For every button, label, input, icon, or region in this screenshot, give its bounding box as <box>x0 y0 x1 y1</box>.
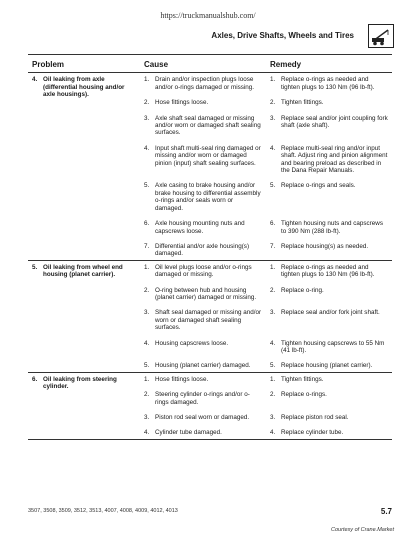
remedy-text: Replace piston rod seal. <box>281 414 349 421</box>
problem-text: Oil leaking from steering cylinder. <box>43 375 117 391</box>
header-rule <box>28 54 392 55</box>
cause-cell <box>140 385 266 408</box>
cause-number: 4. <box>144 339 150 347</box>
remedy-number: 3. <box>270 309 276 317</box>
cause-text: Axle casing to brake housing and/or brake housing to differential assembly o-rings and/or seals worn or damaged. <box>155 182 261 212</box>
remedy-number: 1. <box>270 375 276 383</box>
cause-cell <box>140 356 266 372</box>
cause-number: 4. <box>144 429 150 437</box>
cause-text: Piston rod seal worn or damaged. <box>155 414 250 421</box>
cause-number: 2. <box>144 286 150 294</box>
cause-cell <box>140 372 266 385</box>
cause-cell <box>140 281 266 304</box>
cause-number: 2. <box>144 391 150 399</box>
cause-number: 4. <box>144 144 150 152</box>
remedy-text: Replace seal and/or fork joint shaft. <box>281 309 380 317</box>
remedy-number: 3. <box>270 414 276 421</box>
problem-cell <box>28 372 140 439</box>
remedy-number: 7. <box>270 242 276 250</box>
problem-number: 5. <box>32 263 38 271</box>
cause-number: 6. <box>144 220 150 228</box>
cause-number: 3. <box>144 309 150 317</box>
remedy-text: Tighten housing nuts and capscrews to 390 Nm (288 lb-ft). <box>281 220 383 235</box>
remedy-cell <box>266 423 392 439</box>
cause-text: Oil level plugs loose and/or o-rings damaged or missing. <box>155 263 252 279</box>
table-header-row <box>28 58 392 73</box>
remedy-number: 1. <box>270 76 276 84</box>
remedy-text: Tighten fittings. <box>281 99 324 107</box>
problem-column-header: Problem <box>28 58 140 73</box>
remedy-cell <box>266 109 392 139</box>
remedy-number: 2. <box>270 391 276 399</box>
cause-cell <box>140 408 266 423</box>
cause-text: Shaft seal damaged or missing and/or worn or damaged shaft sealing surfaces. <box>155 309 262 332</box>
remedy-text: Replace o-rings as needed and tighten plugs to 130 Nm (96 lb-ft). <box>281 76 375 91</box>
remedy-cell <box>266 176 392 214</box>
remedy-text: Replace housing (planet carrier). <box>281 362 373 370</box>
problem-cell <box>28 73 140 260</box>
remedy-cell <box>266 93 392 108</box>
page-number: 5.7 <box>380 507 392 516</box>
table-row <box>28 372 392 385</box>
remedy-number: 3. <box>270 114 276 122</box>
problem-number: 4. <box>32 76 38 84</box>
cause-number: 3. <box>144 414 150 421</box>
remedy-cell <box>266 334 392 357</box>
cause-number: 1. <box>144 375 150 383</box>
problem-text: Oil leaking from wheel end housing (planet carrier). <box>43 263 123 279</box>
remedy-text: Tighten housing capscrews to 55 Nm (41 lb-ft). <box>281 339 385 354</box>
remedy-number: 4. <box>270 429 276 437</box>
remedy-number: 5. <box>270 182 276 190</box>
remedy-text: Replace seal and/or joint coupling fork shaft (axle shaft). <box>281 114 388 130</box>
remedy-column-header: Remedy <box>266 58 392 73</box>
table-body <box>28 73 392 439</box>
cause-text: Axle housing mounting nuts and capscrews loose. <box>155 220 245 235</box>
remedy-cell <box>266 281 392 304</box>
problem-cell <box>28 260 140 372</box>
remedy-number: 1. <box>270 263 276 271</box>
cause-text: Hose fittings loose. <box>155 99 209 107</box>
crane-truck-icon <box>368 24 394 48</box>
cause-text: Input shaft multi-seal ring damaged or missing and/or worn or damaged pinion (input) shaft sealing surfaces. <box>155 144 261 167</box>
remedy-cell <box>266 73 392 93</box>
remedy-text: Replace o-rings as needed and tighten plugs to 130 Nm (96 lb-ft). <box>281 263 375 279</box>
cause-number: 7. <box>144 242 150 250</box>
cause-text: Drain and/or inspection plugs loose and/or o-rings damaged or missing. <box>155 76 255 91</box>
cause-number: 2. <box>144 99 150 107</box>
cause-text: O-ring between hub and housing (planet carrier) damaged or missing. <box>155 286 257 301</box>
remedy-cell <box>266 214 392 237</box>
cause-cell <box>140 260 266 280</box>
cause-text: Hose fittings loose. <box>155 375 209 383</box>
cause-number: 1. <box>144 263 150 271</box>
cause-text: Steering cylinder o-rings and/or o-rings damaged. <box>155 391 250 406</box>
cause-number: 5. <box>144 182 150 190</box>
remedy-text: Tighten fittings. <box>281 375 324 383</box>
table-row <box>28 73 392 93</box>
remedy-cell <box>266 385 392 408</box>
cause-cell <box>140 73 266 93</box>
remedy-text: Replace o-rings. <box>281 391 327 399</box>
source-url: https://truckmanualshub.com/ <box>160 11 256 20</box>
troubleshooting-table <box>28 58 392 440</box>
cause-cell <box>140 423 266 439</box>
remedy-cell <box>266 303 392 333</box>
remedy-text: Replace housing(s) as needed. <box>281 242 369 250</box>
cause-text: Axle shaft seal damaged or missing and/or worn or damaged shaft sealing surfaces. <box>155 114 261 137</box>
cause-cell <box>140 303 266 333</box>
remedy-number: 6. <box>270 220 276 228</box>
cause-cell <box>140 93 266 108</box>
cause-cell <box>140 334 266 357</box>
section-title: Axles, Drive Shafts, Wheels and Tires <box>211 31 354 40</box>
problem-number: 6. <box>32 375 38 383</box>
remedy-cell <box>266 372 392 385</box>
remedy-text: Replace multi-seal ring and/or input shaft. Adjust ring and pinion alignment and bearing preload as described in the Dana Repair Manuals. <box>281 144 388 175</box>
cause-cell <box>140 109 266 139</box>
cause-number: 3. <box>144 114 150 122</box>
remedy-cell <box>266 260 392 280</box>
cause-number: 5. <box>144 362 150 370</box>
remedy-text: Replace o-rings and seals. <box>281 182 356 190</box>
model-list: 3507, 3508, 3509, 3512, 3513, 4007, 4008, 4009, 4012, 4013 <box>28 508 178 514</box>
remedy-number: 2. <box>270 286 276 294</box>
cause-text: Cylinder tube damaged. <box>155 429 222 437</box>
cause-cell <box>140 139 266 177</box>
cause-text: Housing (planet carrier) damaged. <box>155 362 251 370</box>
remedy-cell <box>266 237 392 260</box>
remedy-number: 2. <box>270 99 276 107</box>
cause-number: 1. <box>144 76 150 84</box>
cause-column-header: Cause <box>140 58 266 73</box>
cause-text: Housing capscrews loose. <box>155 339 229 347</box>
remedy-cell <box>266 139 392 177</box>
courtesy-note: Courtesy of Crane.Market <box>331 527 394 533</box>
cause-cell <box>140 237 266 260</box>
remedy-number: 4. <box>270 339 276 347</box>
cause-text: Differential and/or axle housing(s) damaged. <box>155 242 250 258</box>
table-row <box>28 260 392 280</box>
remedy-number: 4. <box>270 144 276 152</box>
remedy-cell <box>266 408 392 423</box>
remedy-number: 5. <box>270 362 276 370</box>
remedy-text: Replace cylinder tube. <box>281 429 344 437</box>
problem-text: Oil leaking from axle (differential housing and/or axle housings). <box>43 76 125 99</box>
remedy-text: Replace o-ring. <box>281 286 324 294</box>
cause-cell <box>140 176 266 214</box>
remedy-cell <box>266 356 392 372</box>
cause-cell <box>140 214 266 237</box>
